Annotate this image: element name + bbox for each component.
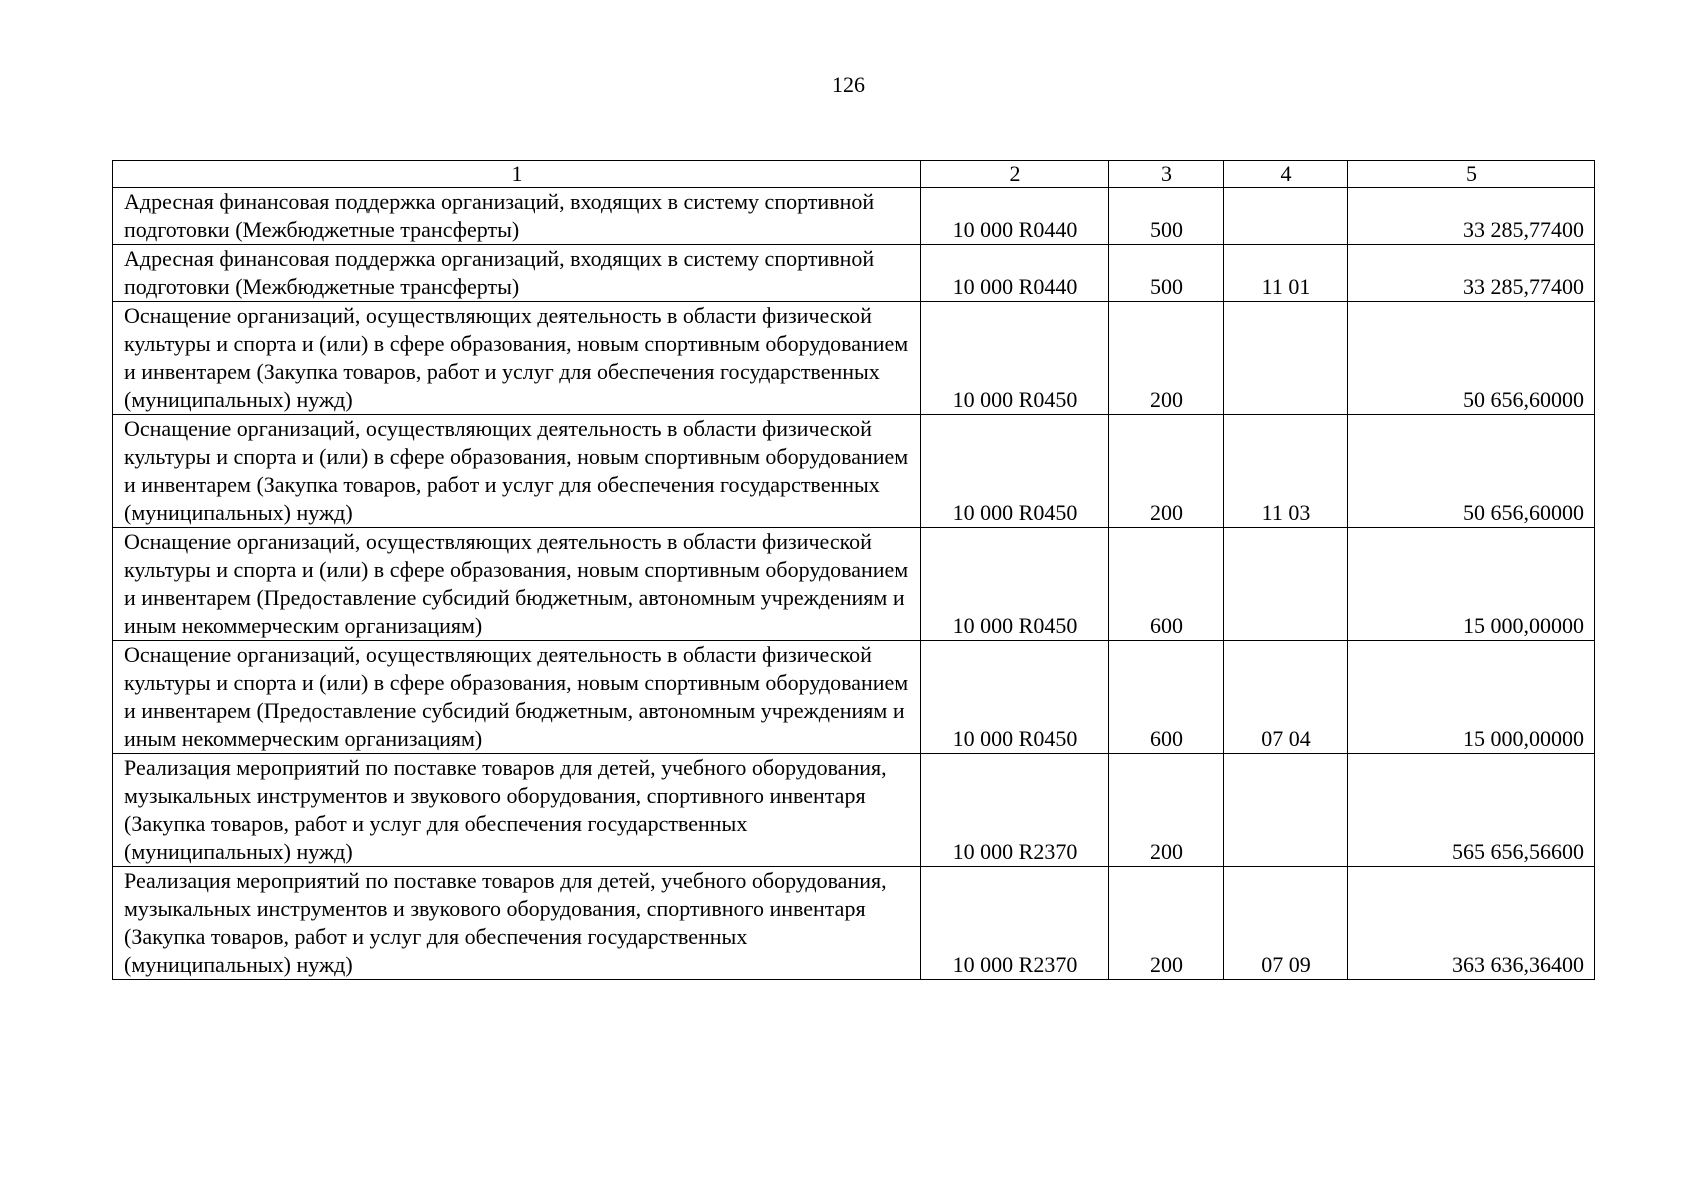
budget-table xyxy=(112,160,1595,980)
table-row xyxy=(113,867,1595,980)
row-type: 600 xyxy=(1109,528,1224,641)
row-type: 200 xyxy=(1109,302,1224,415)
row-name: Оснащение организаций, осуществляющих деятельность в области физической культуры и спорта и (или) в сфере образования, новым спортивным оборудованием и инвентарем (Закупка товаров, работ и услуг для обеспечения государственных (муниципальных) нужд) xyxy=(113,415,921,528)
row-name: Адресная финансовая поддержка организаций, входящих в систему спортивной подготовки (Межбюджетные трансферты) xyxy=(113,245,921,302)
row-code: 10 000 R0450 xyxy=(921,302,1109,415)
row-section: 11 03 xyxy=(1224,415,1348,528)
row-type: 600 xyxy=(1109,641,1224,754)
row-code: 10 000 R0440 xyxy=(921,188,1109,245)
header-row xyxy=(113,161,1595,188)
table-row xyxy=(113,302,1595,415)
row-amount: 363 636,36400 xyxy=(1348,867,1595,980)
header-col-2: 2 xyxy=(921,161,1109,188)
row-type: 500 xyxy=(1109,245,1224,302)
row-type: 200 xyxy=(1109,867,1224,980)
row-section xyxy=(1224,528,1348,641)
page-number: 126 xyxy=(832,72,865,97)
row-amount: 33 285,77400 xyxy=(1348,245,1595,302)
row-code: 10 000 R0450 xyxy=(921,415,1109,528)
row-code: 10 000 R0440 xyxy=(921,245,1109,302)
row-amount: 15 000,00000 xyxy=(1348,641,1595,754)
header-col-1: 1 xyxy=(113,161,921,188)
row-section xyxy=(1224,754,1348,867)
row-section: 11 01 xyxy=(1224,245,1348,302)
row-code: 10 000 R2370 xyxy=(921,754,1109,867)
row-name: Адресная финансовая поддержка организаций, входящих в систему спортивной подготовки (Межбюджетные трансферты) xyxy=(113,188,921,245)
table-header xyxy=(113,161,1595,188)
row-amount: 50 656,60000 xyxy=(1348,302,1595,415)
row-name: Оснащение организаций, осуществляющих деятельность в области физической культуры и спорта и (или) в сфере образования, новым спортивным оборудованием и инвентарем (Предоставление субсидий бюджетным, автономным учреждениям и иным некоммерческим организациям) xyxy=(113,641,921,754)
table-row xyxy=(113,754,1595,867)
row-amount: 50 656,60000 xyxy=(1348,415,1595,528)
row-amount: 565 656,56600 xyxy=(1348,754,1595,867)
row-section xyxy=(1224,302,1348,415)
row-type: 500 xyxy=(1109,188,1224,245)
header-col-5: 5 xyxy=(1348,161,1595,188)
row-section xyxy=(1224,188,1348,245)
row-amount: 15 000,00000 xyxy=(1348,528,1595,641)
row-type: 200 xyxy=(1109,415,1224,528)
row-name: Реализация мероприятий по поставке товаров для детей, учебного оборудования, музыкальных инструментов и звукового оборудования, спортивного инвентаря (Закупка товаров, работ и услуг для обеспечения государственных (муниципальных) нужд) xyxy=(113,754,921,867)
row-name: Реализация мероприятий по поставке товаров для детей, учебного оборудования, музыкальных инструментов и звукового оборудования, спортивного инвентаря (Закупка товаров, работ и услуг для обеспечения государственных (муниципальных) нужд) xyxy=(113,867,921,980)
table-row xyxy=(113,188,1595,245)
header-col-3: 3 xyxy=(1109,161,1224,188)
table-row xyxy=(113,245,1595,302)
row-code: 10 000 R0450 xyxy=(921,641,1109,754)
row-section: 07 04 xyxy=(1224,641,1348,754)
row-amount: 33 285,77400 xyxy=(1348,188,1595,245)
row-type: 200 xyxy=(1109,754,1224,867)
row-code: 10 000 R2370 xyxy=(921,867,1109,980)
table-row xyxy=(113,641,1595,754)
header-col-4: 4 xyxy=(1224,161,1348,188)
row-section: 07 09 xyxy=(1224,867,1348,980)
table-row xyxy=(113,528,1595,641)
table-body xyxy=(113,188,1595,980)
row-code: 10 000 R0450 xyxy=(921,528,1109,641)
row-name: Оснащение организаций, осуществляющих деятельность в области физической культуры и спорта и (или) в сфере образования, новым спортивным оборудованием и инвентарем (Предоставление субсидий бюджетным, автономным учреждениям и иным некоммерческим организациям) xyxy=(113,528,921,641)
table-row xyxy=(113,415,1595,528)
row-name: Оснащение организаций, осуществляющих деятельность в области физической культуры и спорта и (или) в сфере образования, новым спортивным оборудованием и инвентарем (Закупка товаров, работ и услуг для обеспечения государственных (муниципальных) нужд) xyxy=(113,302,921,415)
